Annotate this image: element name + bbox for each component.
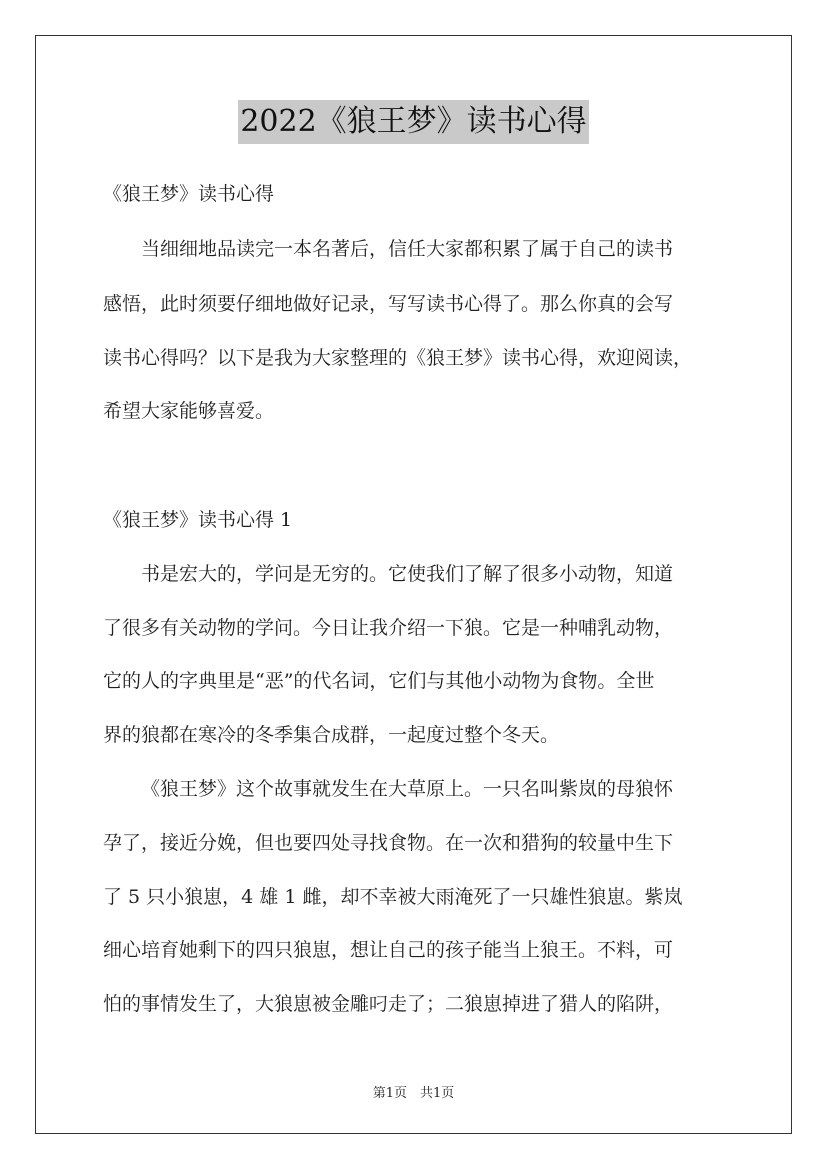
paragraph-line: 它的人的字典里是“恶”的代名词，它们与其他小动物为食物。全世 bbox=[103, 670, 655, 692]
intro-line: 感悟，此时须要仔细地做好记录，写写读书心得了。那么你真的会写 bbox=[103, 293, 674, 315]
paragraph-line: 细心培育她剩下的四只狼崽，想让自己的孩子能当上狼王。不料，可 bbox=[103, 939, 674, 961]
paragraph-line: 了很多有关动物的学问。今日让我介绍一下狼。它是一种哺乳动物， bbox=[103, 617, 674, 639]
paragraph-line: 怕的事情发生了，大狼崽被金雕叼走了；二狼崽掉进了猎人的陷阱， bbox=[103, 993, 674, 1015]
paragraph-line: 《狼王梦》这个故事就发生在大草原上。一只名叫紫岚的母狼怀 bbox=[141, 778, 674, 800]
paragraph-line: 孕了，接近分娩，但也要四处寻找食物。在一次和猎狗的较量中生下 bbox=[103, 832, 674, 854]
title-container bbox=[0, 100, 827, 144]
page-number-footer: 第1页 共1页 bbox=[372, 1086, 455, 1101]
paragraph-line: 界的狼都在寒冷的冬季集合成群，一起度过整个冬天。 bbox=[103, 724, 560, 746]
intro-line: 当细细地品读完一本名著后，信任大家都积累了属于自己的读书 bbox=[141, 238, 674, 260]
paragraph-line: 书是宏大的，学问是无穷的。它使我们了解了很多小动物，知道 bbox=[141, 563, 674, 585]
section-heading: 《狼王梦》读书心得 1 bbox=[103, 509, 293, 531]
paragraph-line: 了 5 只小狼崽，4 雄 1 雌，却不幸被大雨淹死了一只雄性狼崽。紫岚 bbox=[103, 886, 683, 908]
intro-line: 读书心得吗？以下是我为大家整理的《狼王梦》读书心得，欢迎阅读， bbox=[103, 347, 693, 369]
document-subtitle: 《狼王梦》读书心得 bbox=[103, 183, 275, 205]
intro-line: 希望大家能够喜爱。 bbox=[103, 400, 275, 422]
document-title: 2022《狼王梦》读书心得 bbox=[238, 100, 588, 144]
